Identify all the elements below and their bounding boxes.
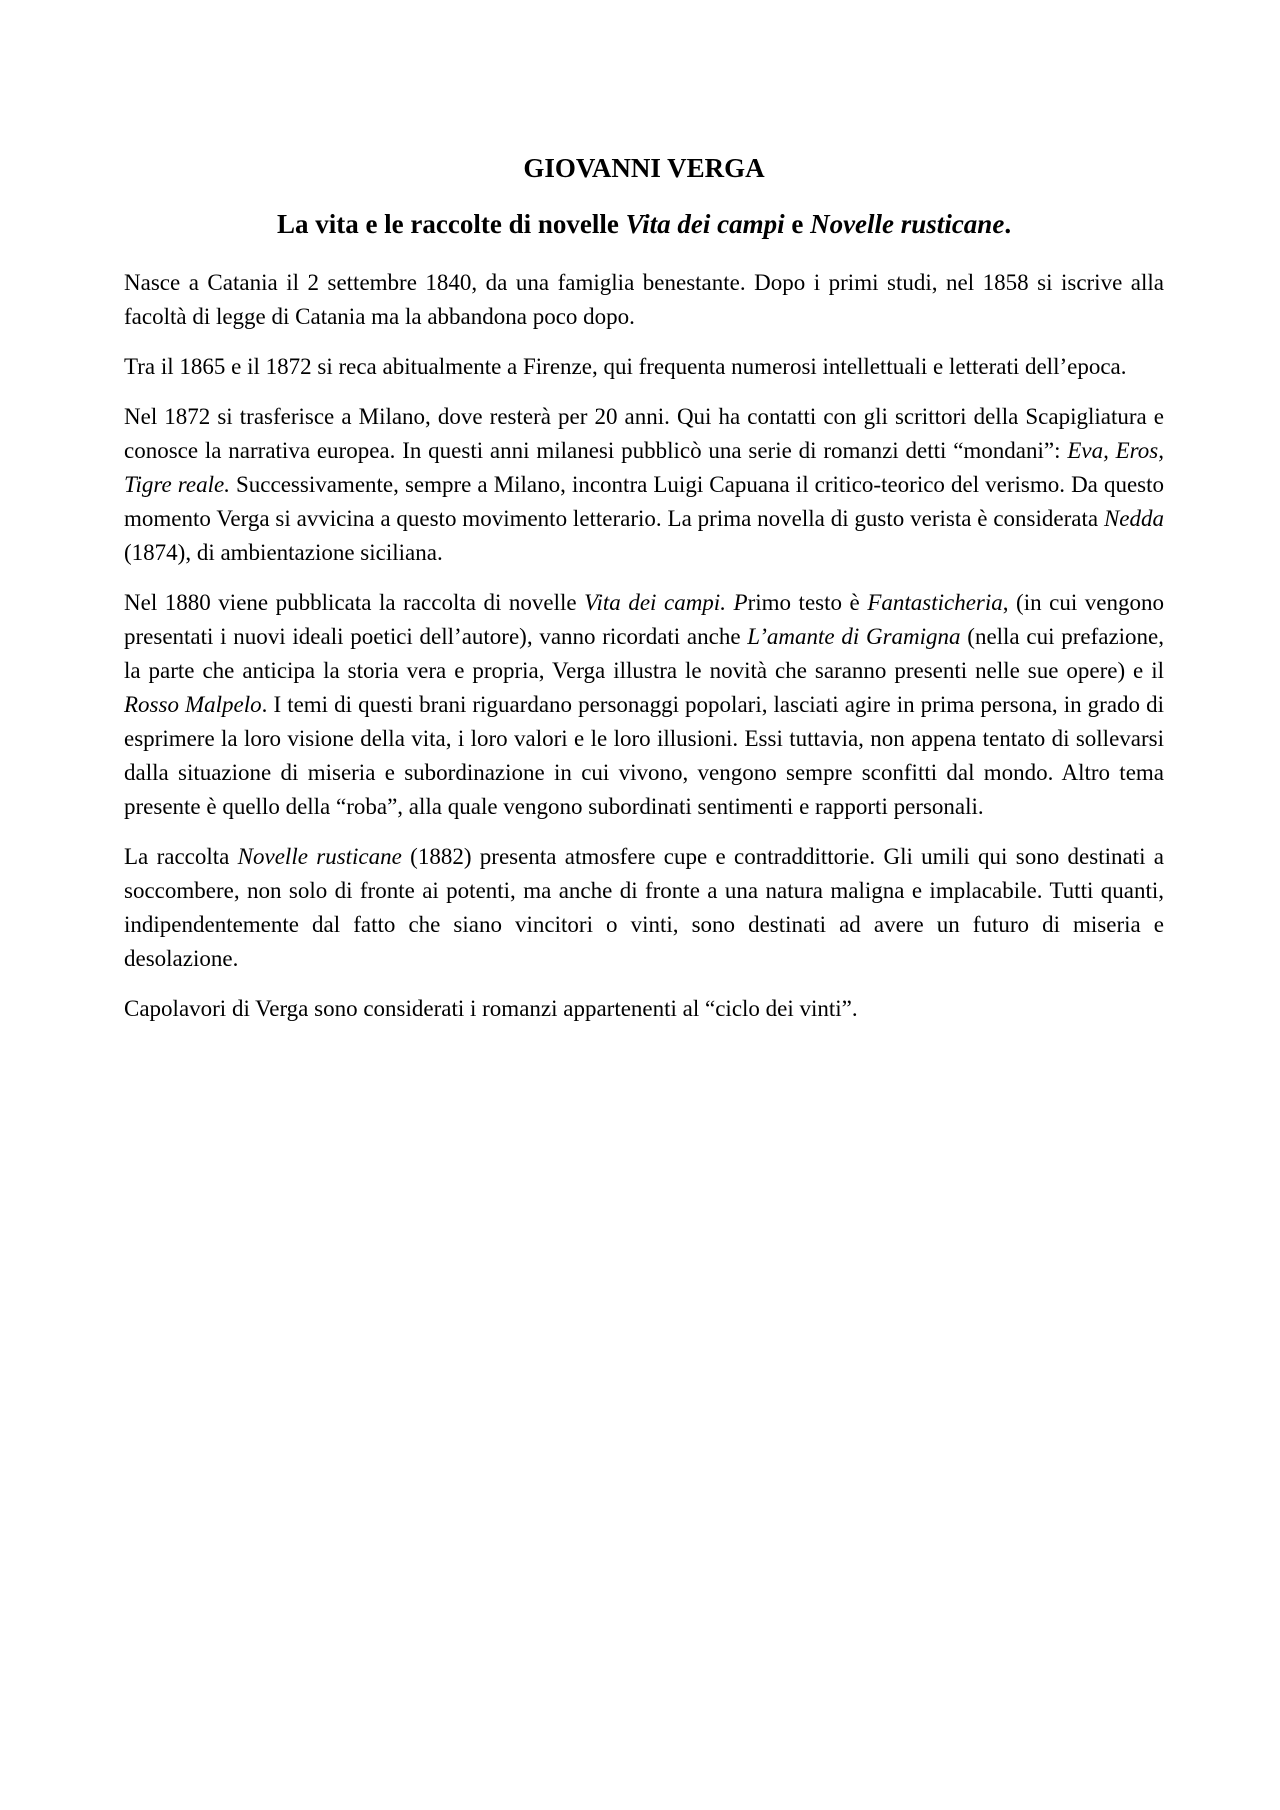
paragraph-text: Capolavori di Verga sono considerati i romanzi appartenenti al “ciclo dei vinti”. [124, 996, 858, 1021]
paragraph-text: . I temi di questi brani riguardano personaggi popolari, lasciati agire in prima persona, in grado di esprimere la loro visione della vita, i loro valori e le loro illusioni. Essi tuttavia, non appena tentato di sollevarsi dalla situazione di miseria e subordinazione in cui vivono, vengono sempre sconfitti dal mondo. Altro tema presente è quello della “roba”, alla quale vengono subordinati sentimenti e rapporti personali. [124, 692, 1164, 819]
paragraph-vita-dei-campi [124, 586, 1164, 824]
paragraph-text: (1882) presenta atmosfere cupe e contraddittorie. Gli umili qui sono destinati a soccombere, non solo di fronte ai potenti, ma anche di fronte a una natura maligna e implacabile. Tutti quanti, indipendentemente dal fatto che siano vincitori o vinti, sono destinati ad avere un futuro di miseria e desolazione. [124, 844, 1164, 971]
document-subtitle [124, 204, 1164, 244]
italic-nedda: Nedda [1103, 506, 1164, 531]
subtitle-text: . [1004, 209, 1012, 239]
document-title: GIOVANNI VERGA [523, 153, 765, 183]
paragraph-text: (1874), di ambientazione siciliana. [124, 540, 443, 565]
paragraph-text: La raccolta [124, 844, 238, 869]
italic-vita-dei-campi: Vita dei campi. P [584, 590, 748, 615]
paragraph-text: Nasce a Catania il 2 settembre 1840, da una famiglia benestante. Dopo i primi studi, nel 1858 si iscrive alla facoltà di legge di Catania ma la abbandona poco dopo. [124, 270, 1164, 329]
subtitle-text: La vita e le raccolte di novelle [276, 209, 626, 239]
paragraph-text: Successivamente, sempre a Milano, incontra Luigi Capuana il critico-teorico del verismo. Da questo momento Verga si avvicina a questo movimento letterario. La prima novella di gusto verista è considerata [124, 472, 1164, 531]
paragraph-text: Tra il 1865 e il 1872 si reca abitualmente a Firenze, qui frequenta numerosi intellettuali e letterati dell’epoca. [124, 354, 1127, 379]
paragraph-ciclo-dei-vinti [124, 992, 1164, 1026]
paragraph-text: (nella cui prefazione, la parte che anticipa la storia vera e propria, Verga illustra le novità che saranno presenti nelle sue opere) e il [124, 624, 1165, 683]
paragraph-text: Nel 1880 viene pubblicata la raccolta di novelle [124, 590, 585, 615]
paragraph-birth [124, 266, 1164, 334]
subtitle-italic-vita-dei-campi: Vita dei campi [625, 209, 785, 239]
paragraph-text: Nel 1872 si trasferisce a Milano, dove resterà per 20 anni. Qui ha contatti con gli scrittori della Scapigliatura e conosce la narrativa europea. In questi anni milanesi pubblicò una serie di romanzi detti “mondani”: [124, 404, 1164, 463]
paragraph-text: , (in cui vengono presentati i nuovi ideali poetici dell’autore), vanno ricordati anche [124, 590, 1165, 649]
subtitle-italic-novelle-rusticane: Novelle rusticane [810, 209, 1005, 239]
paragraph-milan [124, 400, 1164, 570]
italic-amante-di-gramigna: L’amante di Gramigna [747, 624, 961, 649]
paragraph-text: rimo testo è [747, 590, 868, 615]
italic-novel-titles: Eva, Eros, Tigre reale. [124, 438, 1164, 497]
italic-fantasticheria: Fantasticheria [867, 590, 1003, 615]
subtitle-text: e [784, 209, 811, 239]
document-page [124, 148, 1164, 1042]
paragraph-novelle-rusticane [124, 840, 1164, 976]
paragraph-florence [124, 350, 1164, 384]
italic-novelle-rusticane: Novelle rusticane [237, 844, 402, 869]
italic-rosso-malpelo: Rosso Malpelo [124, 692, 262, 717]
